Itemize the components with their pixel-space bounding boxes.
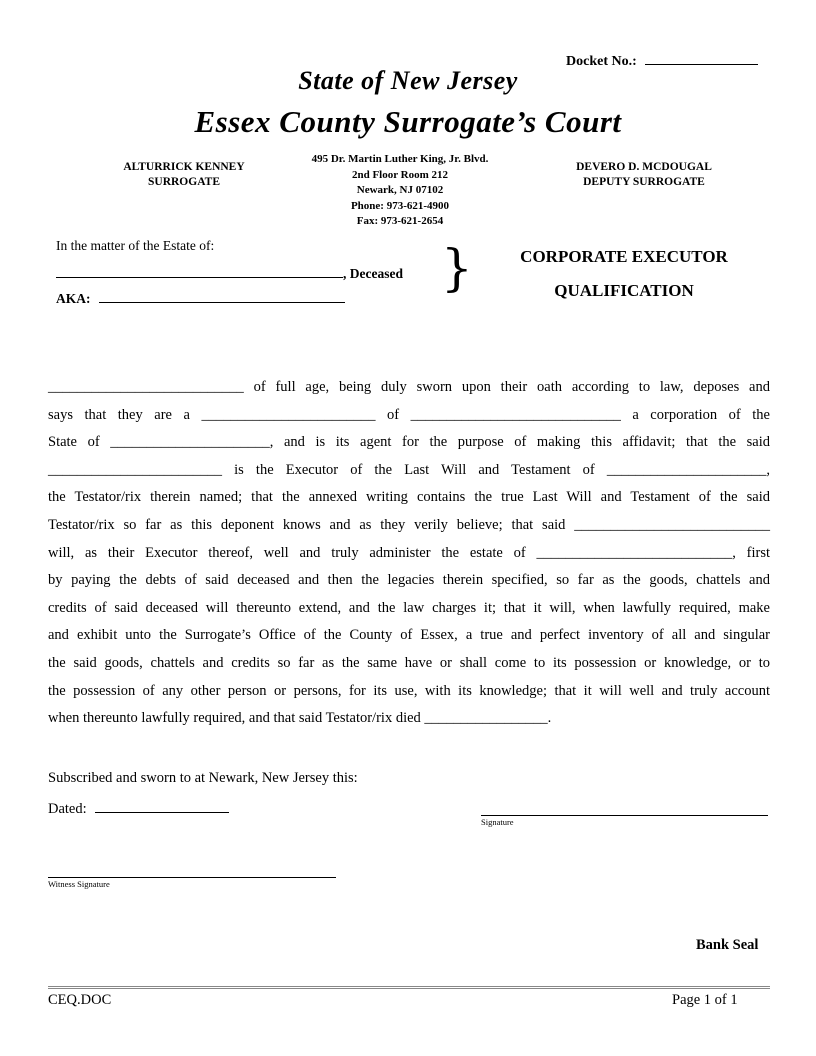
deceased-line xyxy=(56,263,403,282)
witness-signature-line[interactable] xyxy=(48,877,336,878)
court-address xyxy=(280,152,520,230)
body-line: says that they are a ________________________ of _____________________________ a corporation of the xyxy=(48,406,770,423)
address-floor: 2nd Floor Room 212 xyxy=(351,168,449,181)
body-line: when thereunto lawfully required, and that said Testator/rix died _________________. xyxy=(48,710,552,727)
body-line: the Testator/rix therein named; that the annexed writing contains the true Last Will and Testament of the said xyxy=(48,489,770,506)
affidavit-body xyxy=(48,374,770,733)
court-title: Essex County Surrogate’s Court xyxy=(194,104,622,139)
signature-line[interactable] xyxy=(481,815,768,816)
address-fax: Fax: 973-621-2654 xyxy=(356,215,444,227)
body-line: ________________________ is the Executor of the Last Will and Testament of ______________________, xyxy=(48,461,770,478)
surrogate-name: ALTURRICK KENNEY xyxy=(123,161,245,173)
footer-document-id: CEQ.DOC xyxy=(48,992,112,1008)
deputy-title: DEPUTY SURROGATE xyxy=(583,176,705,188)
aka-label: AKA: xyxy=(56,291,91,306)
deceased-suffix: , Deceased xyxy=(343,266,403,281)
document-title-line-1: CORPORATE EXECUTOR xyxy=(520,247,728,266)
aka-field[interactable] xyxy=(99,288,345,303)
address-city: Newark, NJ 07102 xyxy=(356,184,444,196)
deputy-name: DEVERO D. MCDOUGAL xyxy=(576,161,712,173)
address-street: 495 Dr. Martin Luther King, Jr. Blvd. xyxy=(311,153,489,165)
witness-signature-label: Witness Signature xyxy=(48,879,110,889)
dated-label: Dated: xyxy=(48,801,87,817)
sworn-statement: Subscribed and sworn to at Newark, New Jersey this: xyxy=(48,770,358,786)
body-line: will, as their Executor thereof, well and truly administer the estate of ___________________________, first xyxy=(48,544,770,561)
body-line: Testator/rix so far as this deponent knows and as they verily believe; that said ___________________________ xyxy=(48,516,770,533)
caption-brace: } xyxy=(441,239,473,297)
body-line: by paying the debts of said deceased and then the legacies therein specified, so far as the goods, chattels and xyxy=(48,572,770,589)
footer-divider xyxy=(48,986,770,989)
aka-line xyxy=(56,288,345,307)
dated-field[interactable] xyxy=(95,798,229,813)
address-phone: Phone: 973-621-4900 xyxy=(350,199,450,212)
surrogate-title: SURROGATE xyxy=(148,176,220,188)
docket-label: Docket No.: xyxy=(566,54,637,69)
surrogate-block xyxy=(110,160,258,190)
body-line: ___________________________ of full age, being duly sworn upon their oath according to law, deposes and xyxy=(48,379,770,395)
body-line: the said goods, chattels and credits so far as the same have or shall come to its possession or knowledge, or to xyxy=(48,654,770,671)
footer-page-number: Page 1 of 1 xyxy=(672,992,738,1008)
docket-field[interactable] xyxy=(645,50,758,65)
state-title: State of New Jersey xyxy=(298,66,518,95)
bank-seal-label: Bank Seal xyxy=(696,937,759,953)
body-line: the possession of any other person or persons, for its use, with its knowledge; that it will well and truly account xyxy=(48,682,770,699)
estate-matter-label: In the matter of the Estate of: xyxy=(56,238,215,253)
deceased-name-field[interactable] xyxy=(56,263,343,278)
signature-label: Signature xyxy=(481,817,514,827)
body-line: State of ______________________, and is its agent for the purpose of making this affidavit; that the said xyxy=(48,434,770,451)
dated-line xyxy=(48,798,229,818)
body-line: credits of said deceased will thereunto extend, and the law charges it; that it will, when lawfully required, make xyxy=(48,599,770,616)
deputy-block xyxy=(556,160,732,190)
document-title-line-2: QUALIFICATION xyxy=(554,281,694,300)
body-line: and exhibit unto the Surrogate’s Office of the County of Essex, a true and perfect inventory of all and singular xyxy=(48,627,770,644)
